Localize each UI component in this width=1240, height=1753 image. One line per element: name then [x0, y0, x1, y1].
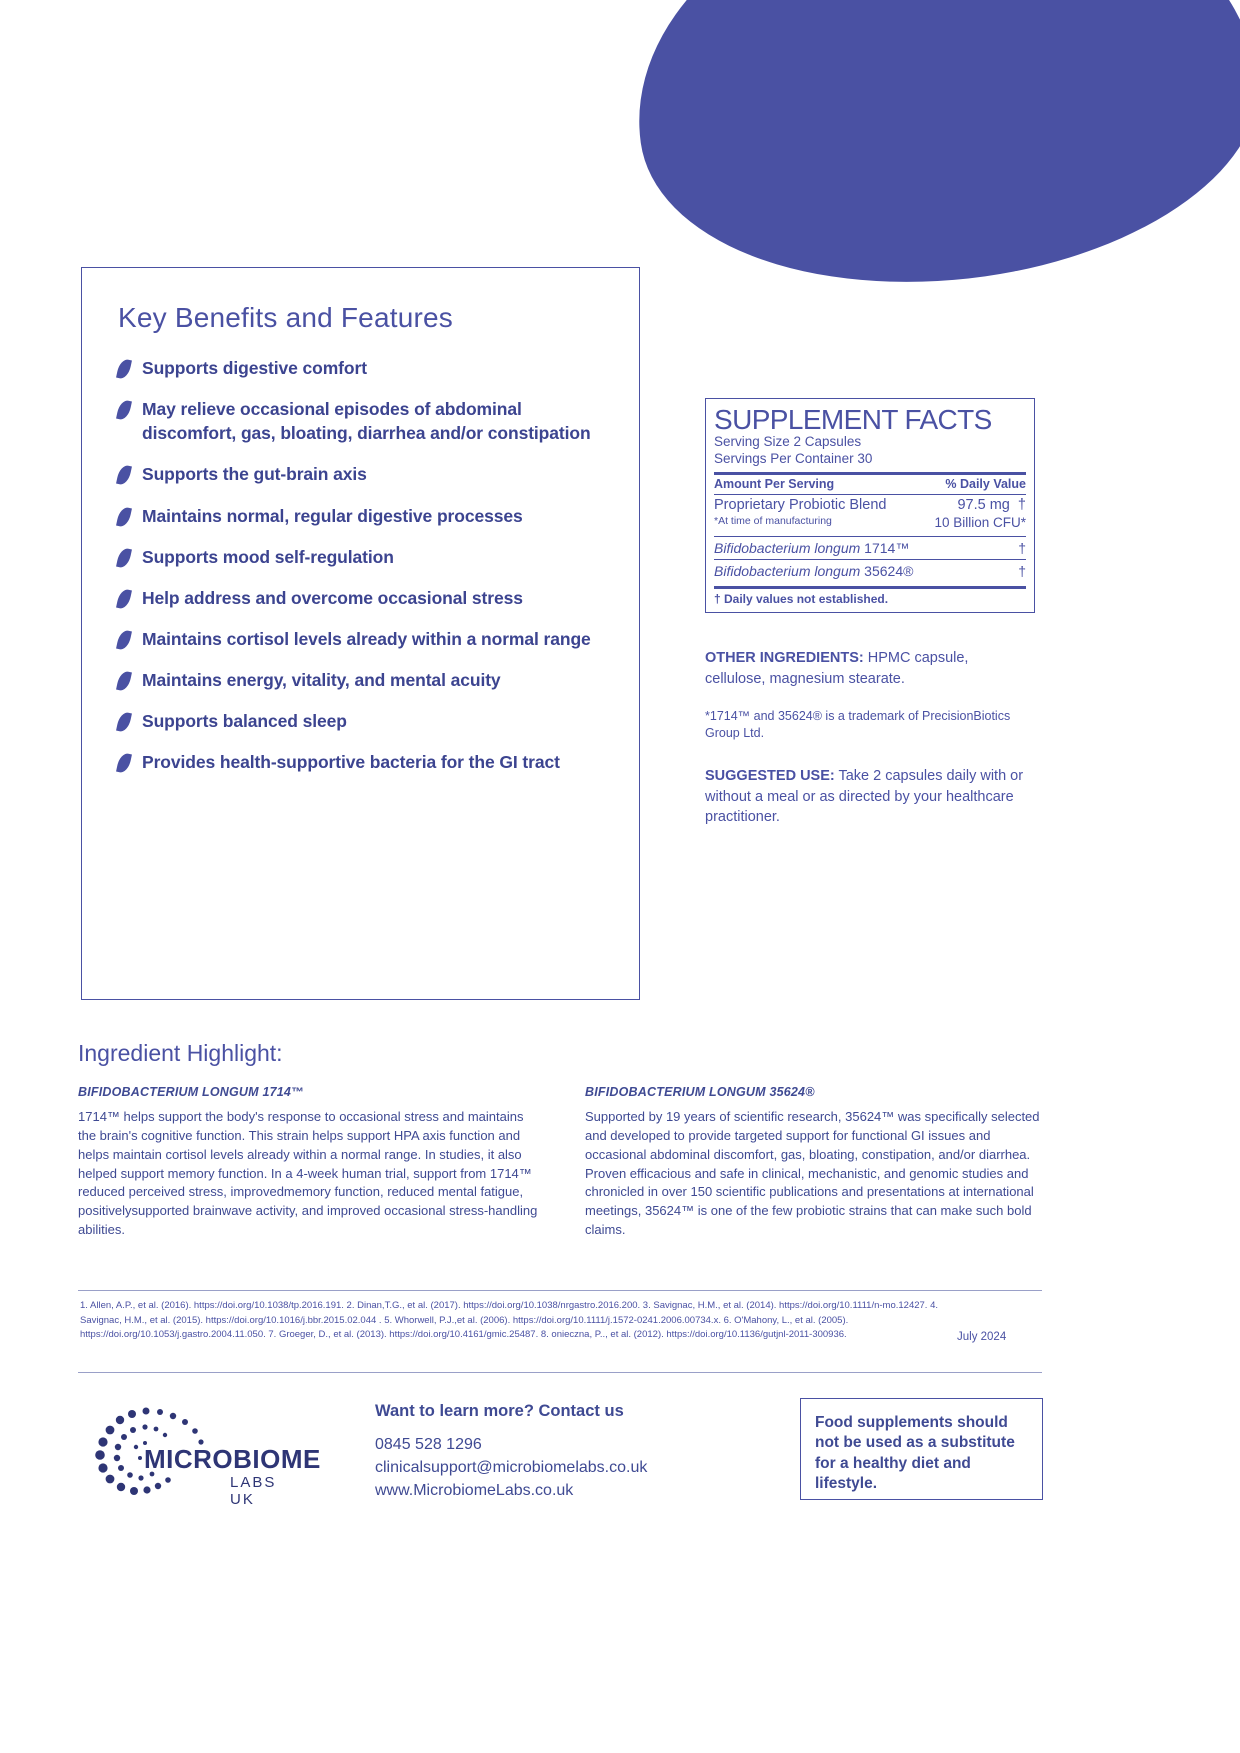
strain-name [714, 540, 909, 556]
references-text: 1. Allen, A.P., et al. (2016). https://doi.org/10.1038/tp.2016.191. 2. Dinan,T.G., et al. (2017). https://doi.org/10.1038/nrgastro.2016.200. 3. Savignac, H.M., et al. (2014). https://doi.org/10.1111/n-mo.12427. 4. Savignac, H.M., et al. (2015). https://doi.org/10.1016/j.bbr.2015.02.044 . 5. Whorwell, P.J.,et al. (2006). https://doi.org/10.1111/j.1572-0241.2006.00734.x. 6. O'Mahony, L., et al. (2005). https://doi.org/10.1053/j.gastro.2004.11.050. 7. Groeger, D., et al. (2013). https://doi.org/10.4161/gmic.25487. 8. onieczna, P.., et al. (2012). https://doi.org/10.1136/gutjnl-2011-300936. [80, 1300, 939, 1341]
leaf-bullet-icon [116, 399, 132, 421]
blend-amount-dv [957, 497, 1026, 513]
divider-bottom [78, 1372, 1042, 1373]
strain-row [714, 560, 1026, 582]
benefit-label: Supports the gut-brain axis [142, 464, 367, 485]
leaf-bullet-icon [116, 547, 132, 569]
ingredient-column-right [585, 1085, 1047, 1240]
benefit-item [118, 586, 603, 610]
daily-value-footnote: † Daily values not established. [714, 592, 889, 607]
ingredient-highlight-title: Ingredient Highlight: [78, 1040, 283, 1066]
logo-subtext: LABS UK [230, 1474, 277, 1508]
column-daily-value: % Daily Value [945, 477, 1026, 492]
strain-code: 1714™ [860, 540, 910, 557]
other-ingredients-label: OTHER INGREDIENTS: [705, 650, 864, 666]
publication-date: July 2024 [957, 1331, 1007, 1343]
ingredient-body: Supported by 19 years of scientific research, 35624™ was specifically selected and developed to provide targeted support for functional GI issues and occasional abdominal discomfort, gas, bloating, constipation, and/or diarrhea. Proven efficacious and safe in clinical, mechanistic, and genomic studies and chronicled in over 150 scientific publications and presentations at international meetings, 35624™ is one of the few probiotic strains that can make such bold claims. [585, 1109, 1040, 1238]
strain-dv: † [1018, 540, 1026, 557]
contact-email[interactable]: clinicalsupport@microbiomelabs.co.uk [375, 1459, 648, 1477]
leaf-bullet-icon [116, 670, 132, 692]
benefit-item [118, 627, 603, 651]
suggested-use-text: Take 2 capsules daily with or without a meal or as directed by your healthcare practitioner. [705, 768, 1024, 826]
benefit-label: May relieve occasional episodes of abdominal discomfort, gas, bloating, diarrhea and/or constipation [142, 399, 591, 444]
benefit-item [118, 709, 603, 733]
blend-dv: † [1017, 497, 1026, 514]
strain-row [714, 537, 1026, 559]
benefit-label: Provides health-supportive bacteria for the GI tract [142, 752, 560, 773]
trademark-note: *1714™ and 35624® is a trademark of PrecisionBiotics Group Ltd. [705, 709, 1011, 741]
key-benefits-title: Key Benefits and Features [118, 302, 453, 333]
blend-name: Proprietary Probiotic Blend [714, 497, 887, 514]
logo-wordmark: MICROBIOME [144, 1444, 321, 1474]
leaf-bullet-icon [116, 464, 132, 486]
disclaimer-box: Food supplements should not be used as a substitute for a healthy diet and lifestyle. [800, 1398, 1043, 1500]
leaf-bullet-icon [116, 629, 132, 651]
table-header-row [714, 475, 1026, 494]
ingredient-body: 1714™ helps support the body's response to occasional stress and maintains the brain's cognitive function. This strain helps support HPA axis function and helps maintain cortisol levels already within a normal range. In studies, it also helped support memory function. In a 4-week human trial, support from 1714™ reduced perceived stress, improvedmemory function, reduced mental fatigue, positivelysupported brainwave activity, and improved occasional stress-handling abilities. [78, 1109, 538, 1238]
benefit-item [118, 356, 603, 380]
benefit-label: Maintains cortisol levels already within a normal range [142, 628, 591, 649]
blend-amount: 97.5 mg [957, 497, 1010, 514]
leaf-bullet-icon [116, 506, 132, 528]
divider-top [78, 1290, 1042, 1291]
benefit-item [118, 545, 603, 569]
contact-phone[interactable]: 0845 528 1296 [375, 1436, 482, 1453]
benefit-item [118, 504, 603, 528]
leaf-bullet-icon [116, 752, 132, 774]
contact-block [375, 1402, 647, 1502]
logo [80, 1400, 321, 1510]
suggested-use [705, 766, 1025, 828]
key-benefits-panel [81, 267, 640, 1000]
strain-species: Bifidobacterium longum [714, 540, 861, 557]
suggested-use-label: SUGGESTED USE: [705, 768, 835, 784]
serving-size: Serving Size 2 Capsules [714, 434, 862, 450]
benefit-label: Maintains normal, regular digestive processes [142, 505, 523, 526]
ingredient-heading: BIFIDOBACTERIUM LONGUM 35624® [585, 1085, 815, 1099]
other-ingredients [705, 648, 1025, 689]
strain-name [714, 563, 913, 579]
leaf-bullet-icon [116, 588, 132, 610]
cfu-value: 10 Billion CFU* [934, 515, 1026, 531]
blend-row [714, 495, 1026, 513]
ingredient-heading: BIFIDOBACTERIUM LONGUM 1714™ [78, 1085, 304, 1099]
strain-species: Bifidobacterium longum [714, 563, 861, 580]
blend-subrow [714, 513, 1026, 532]
ingredient-column-left [78, 1085, 540, 1240]
decorative-blob [610, 0, 1240, 321]
column-amount-per-serving: Amount Per Serving [714, 477, 835, 492]
servings-per-container: Servings Per Container 30 [714, 451, 873, 467]
supplement-facts-panel [705, 398, 1035, 613]
benefit-item [118, 668, 603, 692]
contact-heading: Want to learn more? Contact us [375, 1402, 624, 1420]
supplement-facts-title: SUPPLEMENT FACTS [714, 404, 992, 435]
other-ingredients-text: HPMC capsule, cellulose, magnesium stearate. [705, 650, 969, 687]
benefit-label: Supports digestive comfort [142, 358, 367, 378]
strain-code: 35624® [860, 563, 914, 580]
leaf-bullet-icon [116, 711, 132, 733]
benefit-item [118, 750, 603, 774]
benefit-label: Supports mood self-regulation [142, 546, 394, 567]
benefit-label: Maintains energy, vitality, and mental acuity [142, 670, 501, 691]
contact-website[interactable]: www.MicrobiomeLabs.co.uk [375, 1482, 574, 1500]
leaf-bullet-icon [116, 358, 132, 380]
benefit-item [118, 397, 603, 445]
strain-dv: † [1018, 563, 1026, 580]
manufacture-note: *At time of manufacturing [714, 515, 832, 528]
benefit-item [118, 462, 603, 486]
benefit-label: Help address and overcome occasional stress [142, 587, 523, 608]
benefit-label: Supports balanced sleep [142, 711, 347, 732]
